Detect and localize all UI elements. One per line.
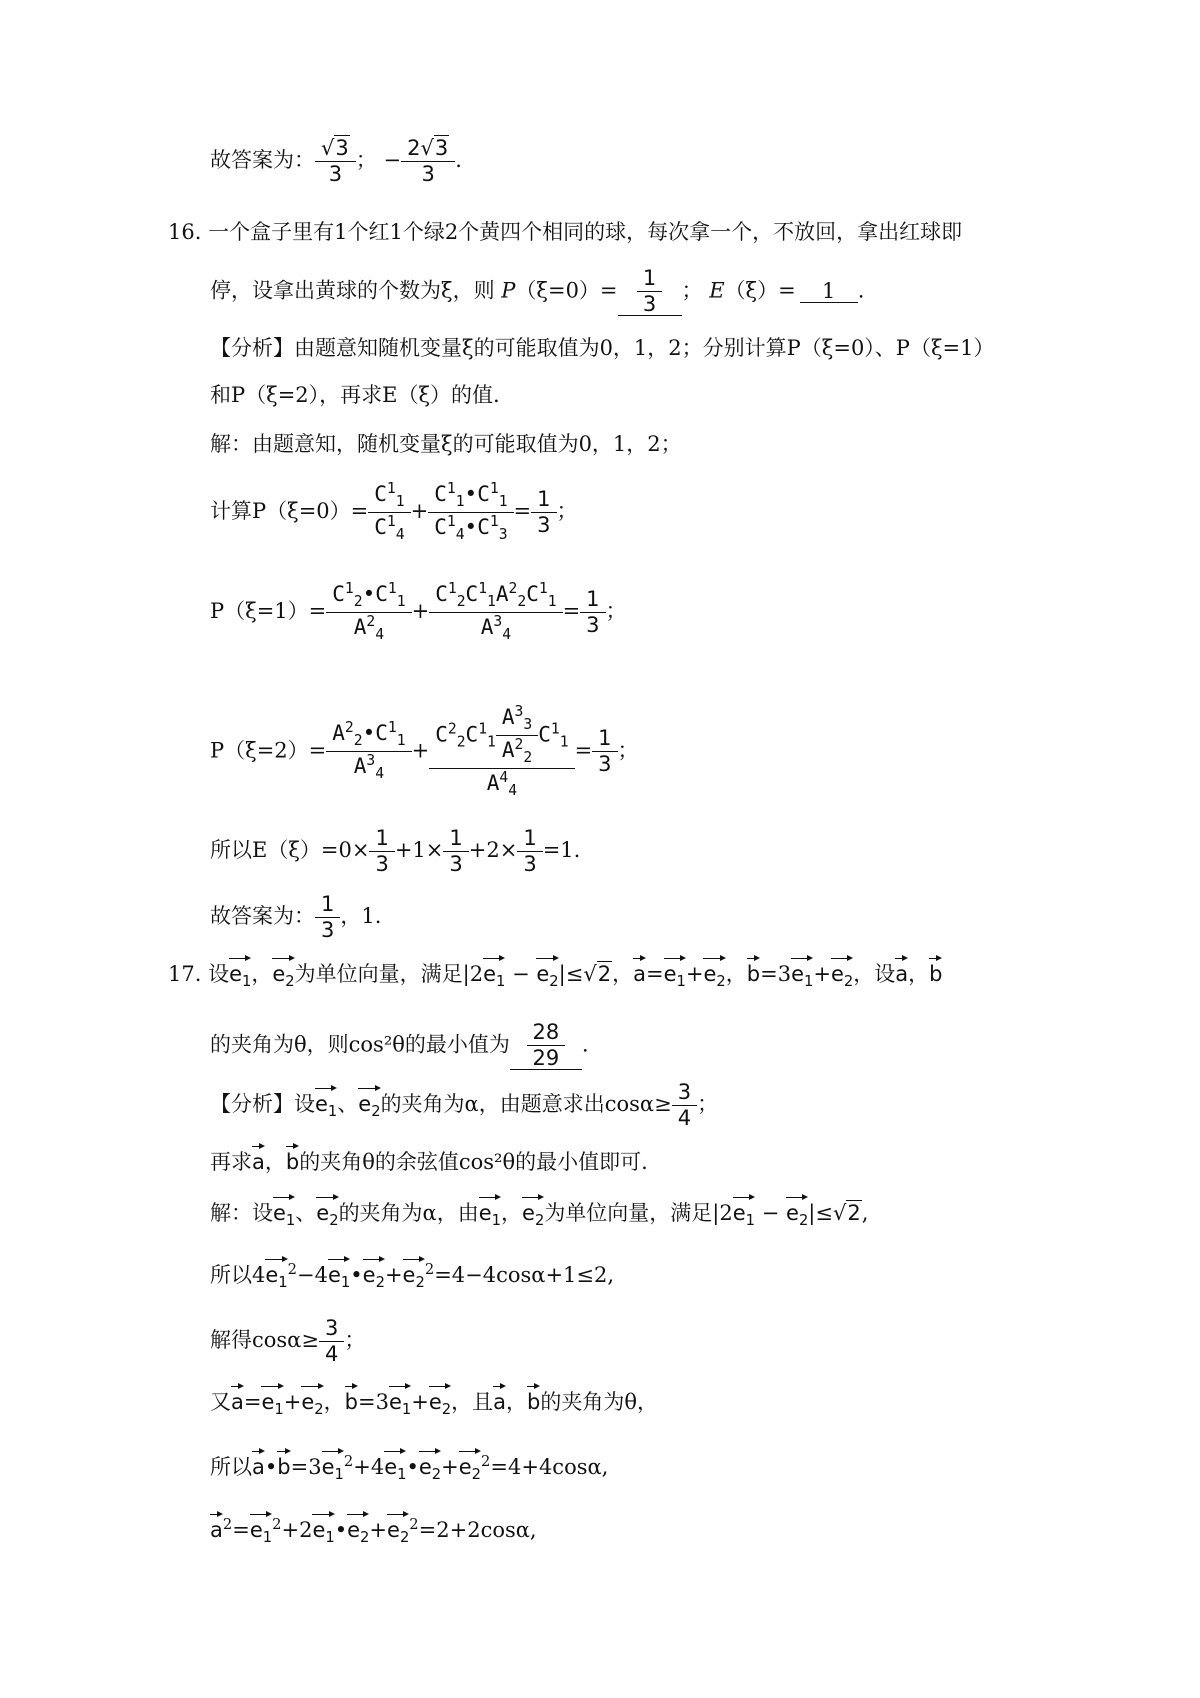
- q17-analysis-line2: 再求a，b的夹角θ的余弦值cos²θ的最小值即可.: [210, 1144, 648, 1173]
- q16-stem-line1: 16. 一个盒子里有1个红1个绿2个黄四个相同的球，每次拿一个，不放回，拿出红球即: [168, 220, 963, 244]
- q16-expectation: 所以E（ξ）=0× $\frac{1}{3}$ +1× $\frac{1}{3}$ +2× $\frac{1}{3}$ =1.: [210, 826, 581, 876]
- prev-answer-line: 故答案为： $\frac{√3}{3}$ ； − $\frac{2√3}{3}$ .: [210, 136, 462, 186]
- answer-blank-1: $\frac{1}{3}$: [618, 268, 682, 316]
- question-number: 17.: [168, 962, 202, 986]
- q17-solution-line5: 所以$a•b=3e_1^2+4e_1•e_2+e_2^2=4+4\cos\alpha$,: [210, 1449, 608, 1483]
- q16-p2-formula: P（ξ=2）= $\frac{A^2_2•C^1_1}{A^3_4}$ + $C^2_2C^1_1$ $\frac{A^3_3}{A^2_2}$ $C^1_1$ $A^4_4$ = $\frac{1}{3}$ ；: [210, 703, 639, 799]
- answer-fraction-2: $\frac{2√3}{3}$: [404, 138, 452, 185]
- q16-analysis-line2: 和P（ξ=2），再求E（ξ）的值.: [210, 383, 500, 407]
- q16-solution-line1: 解：由题意知，随机变量ξ的可能取值为0，1，2；: [210, 432, 682, 456]
- q17-solution-line2: 所以$4e_1^2-4e_1•e_2+e_2^2=4-4\cos\alpha+1\le 2$,: [210, 1257, 614, 1291]
- answer-label: 故答案为：: [210, 148, 315, 172]
- q17-solution-line3: 解得cosα≥ $\frac{3}{4}$ ；: [210, 1316, 366, 1366]
- answer-blank-2: 1: [800, 281, 858, 303]
- q17-solution-line6: $a^2=e_1^2+2e_1•e_2+e_2^2=2+2\cos\alpha$,: [210, 1512, 537, 1546]
- q16-analysis-line1: 【分析】由题意知随机变量ξ的可能取值为0，1，2；分别计算P（ξ=0）、P（ξ=1）: [210, 336, 995, 360]
- q17-stem-line2: 的夹角为θ，则cos²θ的最小值为 $\frac{28}{29}$ .: [210, 1020, 589, 1070]
- q16-p1-formula: P（ξ=1）= $\frac{C^1_2•C^1_1}{A^2_4}$ + $\frac{C^1_2C^1_1A^2_2C^1_1}{A^3_4}$ = $\frac{1}{3}$ ；: [210, 580, 627, 644]
- answer-blank: $\frac{28}{29}$: [510, 1022, 582, 1070]
- q17-solution-line4: 又$a=e_1+e_2$，$b=3e_1+e_2$，且a，b的夹角为θ，: [210, 1384, 658, 1418]
- question-number: 16.: [168, 220, 202, 244]
- answer-fraction-1: $\frac{√3}{3}$: [318, 138, 353, 185]
- q17-stem-line1: 17. 设$e_1$，$e_2$为单位向量，满足$|2e_1 - e_2|\le√2$，$a=e_1+e_2$，$b=3e_1+e_2$，设a，b: [168, 956, 942, 990]
- q16-answer: 故答案为： $\frac{1}{3}$ ，1.: [210, 892, 382, 942]
- q16-stem-line2: 停，设拿出黄球的个数为ξ，则 P（ξ=0）= $\frac{1}{3}$ ； E（ξ）= 1 .: [210, 266, 865, 316]
- q16-p0-formula: 计算P（ξ=0）= $\frac{C^1_1}{C^1_4}$ + $\frac{C^1_1•C^1_1}{C^1_4•C^1_3}$ = $\frac{1}{3}$ ；: [210, 480, 578, 544]
- q17-analysis-line1: 【分析】设$e_1$、$e_2$的夹角为α，由题意求出cosα≥ $\frac{3}{4}$ ；: [210, 1080, 719, 1130]
- q17-solution-line1: 解：设$e_1$、$e_2$的夹角为α，由$e_1$，$e_2$为单位向量，满足$|2e_1 - e_2|\le√2$,: [210, 1195, 868, 1229]
